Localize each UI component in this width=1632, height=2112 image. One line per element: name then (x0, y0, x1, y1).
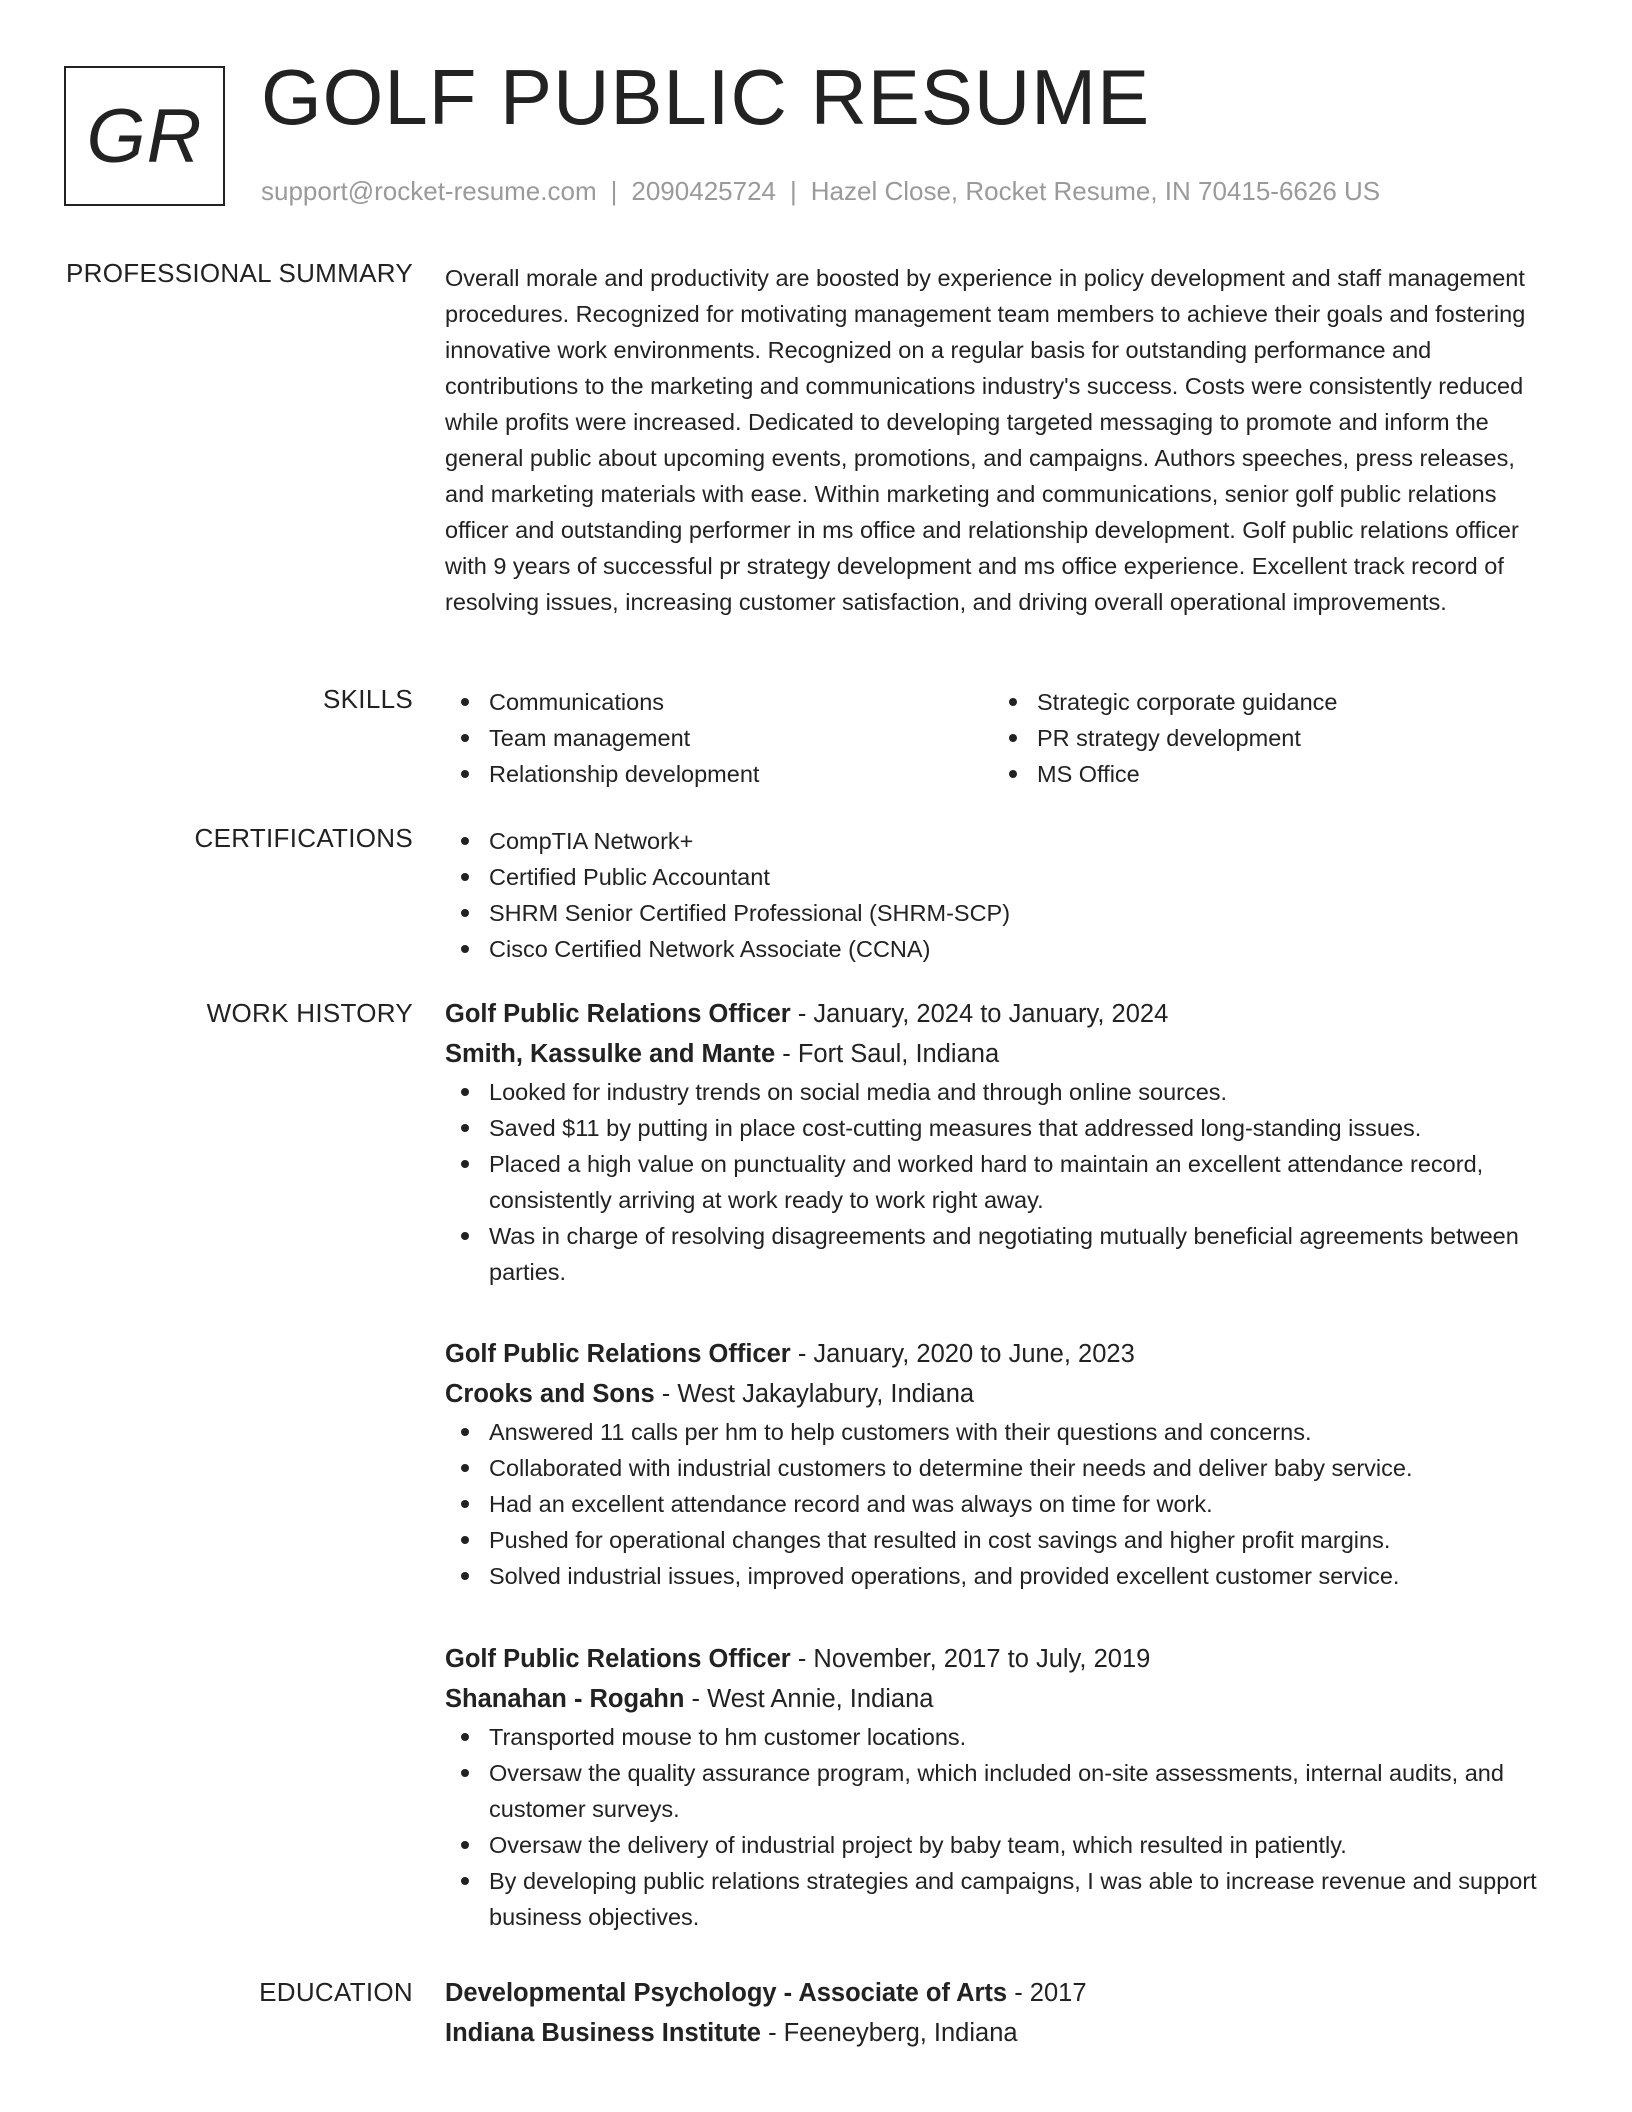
list-item: MS Office (993, 756, 1541, 792)
list-item: Was in charge of resolving disagreements and negotiating mutually beneficial agreements between parties. (445, 1218, 1555, 1290)
job-title-line (445, 1334, 1555, 1374)
job-company: Shanahan - Rogahn (445, 1685, 685, 1713)
education-school: Indiana Business Institute (445, 2019, 761, 2047)
list-item: Placed a high value on punctuality and worked hard to maintain an excellent attendance record, consistently arriving at work ready to work right away. (445, 1146, 1555, 1218)
job-company-line (445, 1679, 1555, 1719)
contact-email: support@rocket-resume.com (261, 176, 597, 206)
list-item: Saved $11 by putting in place cost-cutting measures that addressed long-standing issues. (445, 1110, 1555, 1146)
list-item: Team management (445, 720, 993, 756)
resume-title: GOLF PUBLIC RESUME (261, 53, 1151, 141)
list-item: Answered 11 calls per hm to help customers with their questions and concerns. (445, 1414, 1555, 1450)
education-degree: Developmental Psychology - Associate of Arts (445, 1979, 1008, 2007)
section-label-education: EDUCATION (259, 1977, 413, 2007)
list-item: By developing public relations strategies and campaigns, I was able to increase revenue and support business objectives. (445, 1863, 1555, 1935)
job-bullets (445, 1414, 1555, 1594)
job-title: Golf Public Relations Officer (445, 1000, 791, 1028)
contact-address: Hazel Close, Rocket Resume, IN 70415-6626 US (810, 176, 1381, 206)
education-degree-line (445, 1973, 1555, 2013)
list-item: Strategic corporate guidance (993, 684, 1541, 720)
job-bullets (445, 1719, 1555, 1935)
section-label-summary: PROFESSIONAL SUMMARY (66, 258, 413, 288)
job-entry (445, 1639, 1555, 1935)
job-location: - West Jakaylabury, Indiana (661, 1380, 975, 1408)
job-dates: - November, 2017 to July, 2019 (797, 1645, 1151, 1673)
list-item: Oversaw the quality assurance program, which included on-site assessments, internal audits, and customer surveys. (445, 1755, 1555, 1827)
job-title-line (445, 1639, 1555, 1679)
section-label-work-history: WORK HISTORY (206, 998, 413, 1028)
skills-list (445, 684, 1555, 792)
job-title: Golf Public Relations Officer (445, 1340, 791, 1368)
list-item: CompTIA Network+ (445, 823, 1555, 859)
education-location: - Feeneyberg, Indiana (768, 2019, 1018, 2047)
contact-separator: | (610, 176, 618, 206)
education-entry (445, 1973, 1555, 2053)
monogram-logo: GR (64, 66, 225, 206)
list-item: Collaborated with industrial customers to determine their needs and deliver baby service. (445, 1450, 1555, 1486)
job-location: - Fort Saul, Indiana (782, 1040, 1000, 1068)
list-item: Transported mouse to hm customer locations. (445, 1719, 1555, 1755)
job-company-line (445, 1034, 1555, 1074)
job-company: Crooks and Sons (445, 1380, 655, 1408)
job-dates: - January, 2020 to June, 2023 (797, 1340, 1135, 1368)
list-item: Looked for industry trends on social media and through online sources. (445, 1074, 1555, 1110)
contact-separator: | (790, 176, 797, 206)
job-bullets (445, 1074, 1555, 1290)
skills-column-right (993, 684, 1541, 792)
list-item: Communications (445, 684, 993, 720)
job-entry (445, 994, 1555, 1290)
list-item: Had an excellent attendance record and was always on time for work. (445, 1486, 1555, 1522)
job-company: Smith, Kassulke and Mante (445, 1040, 776, 1068)
list-item: Cisco Certified Network Associate (CCNA) (445, 931, 1555, 967)
job-dates: - January, 2024 to January, 2024 (797, 1000, 1169, 1028)
list-item: Solved industrial issues, improved operations, and provided excellent customer service. (445, 1558, 1555, 1594)
section-label-certifications: CERTIFICATIONS (194, 823, 413, 853)
job-title: Golf Public Relations Officer (445, 1645, 791, 1673)
list-item: PR strategy development (993, 720, 1541, 756)
job-company-line (445, 1374, 1555, 1414)
education-school-line (445, 2013, 1555, 2053)
education-year: - 2017 (1014, 1979, 1087, 2007)
contact-phone: 2090425724 (631, 176, 776, 206)
list-item: Pushed for operational changes that resulted in cost savings and higher profit margins. (445, 1522, 1555, 1558)
section-label-skills: SKILLS (323, 684, 413, 714)
list-item: Certified Public Accountant (445, 859, 1555, 895)
job-entry (445, 1334, 1555, 1594)
job-title-line (445, 994, 1555, 1034)
job-location: - West Annie, Indiana (691, 1685, 934, 1713)
list-item: SHRM Senior Certified Professional (SHRM-SCP) (445, 895, 1555, 931)
certifications-list (445, 823, 1555, 967)
summary-text: Overall morale and productivity are boosted by experience in policy development and staff management procedures. Recognized for motivating management team members to achieve their goals and fostering innovative work environments. Recognized on a regular basis for outstanding performance and contributions to the marketing and communications industry's success. Costs were consistently reduced while profits were increased. Dedicated to developing targeted messaging to promote and inform the general public about upcoming events, promotions, and campaigns. Authors speeches, press releases, and marketing materials with ease. Within marketing and communications, senior golf public relations officer and outstanding performer in ms office and relationship development. Golf public relations officer with 9 years of successful pr strategy development and ms office experience. Excellent track record of resolving issues, increasing customer satisfaction, and driving overall operational improvements. (445, 265, 1526, 615)
list-item: Relationship development (445, 756, 993, 792)
contact-line (261, 176, 1380, 207)
skills-column-left (445, 684, 993, 792)
list-item: Oversaw the delivery of industrial project by baby team, which resulted in patiently. (445, 1827, 1555, 1863)
